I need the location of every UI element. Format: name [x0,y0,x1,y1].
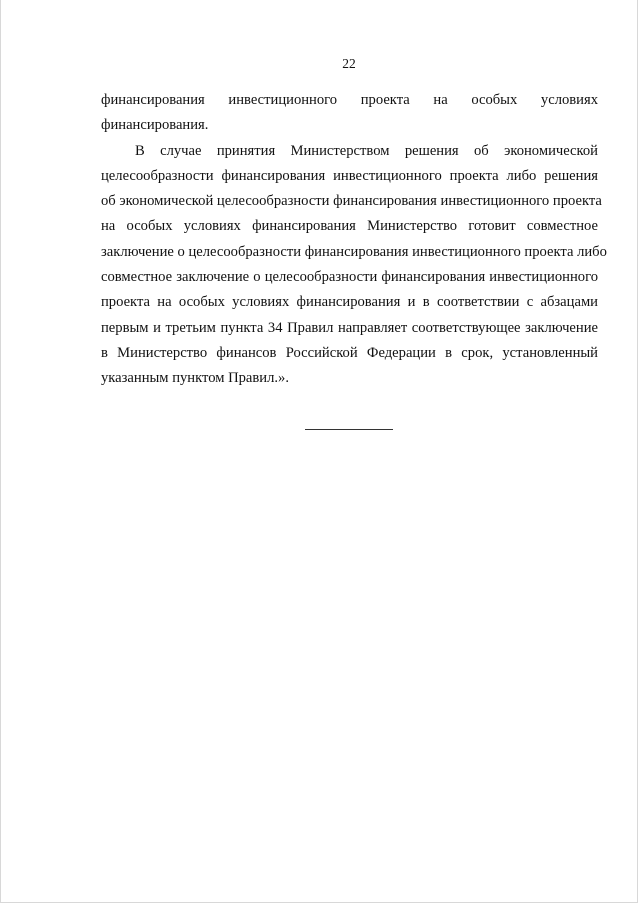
text-line: первым и третьим пункта 34 Правил направляет соответствующее заключение [101,319,598,336]
text-line: совместное заключение о целесообразности финансирования инвестиционного [101,269,598,286]
text-line: финансирования. [101,117,209,134]
text-line: целесообразности финансирования инвестиционного проекта либо решения [101,167,598,184]
separator-line [305,429,393,430]
page-number: 22 [342,56,356,71]
text-line: об экономической целесообразности финансирования инвестиционного проекта [101,193,602,210]
text-line: В случае принятия Министерством решения об экономической [135,142,598,159]
text-line: заключение о целесообразности финансирования инвестиционного проекта либо [101,243,607,260]
text-line: указанным пунктом Правил.». [101,370,289,387]
body-text [101,88,607,392]
text-line: проекта на особых условиях финансирования и в соответствии с абзацами [101,294,598,311]
text-line: финансирования инвестиционного проекта на особых условиях [101,92,598,108]
text-line: в Министерство финансов Российской Федерации в срок, установленный [101,344,598,361]
text-line: на особых условиях финансирования Министерство готовит совместное [101,218,598,235]
